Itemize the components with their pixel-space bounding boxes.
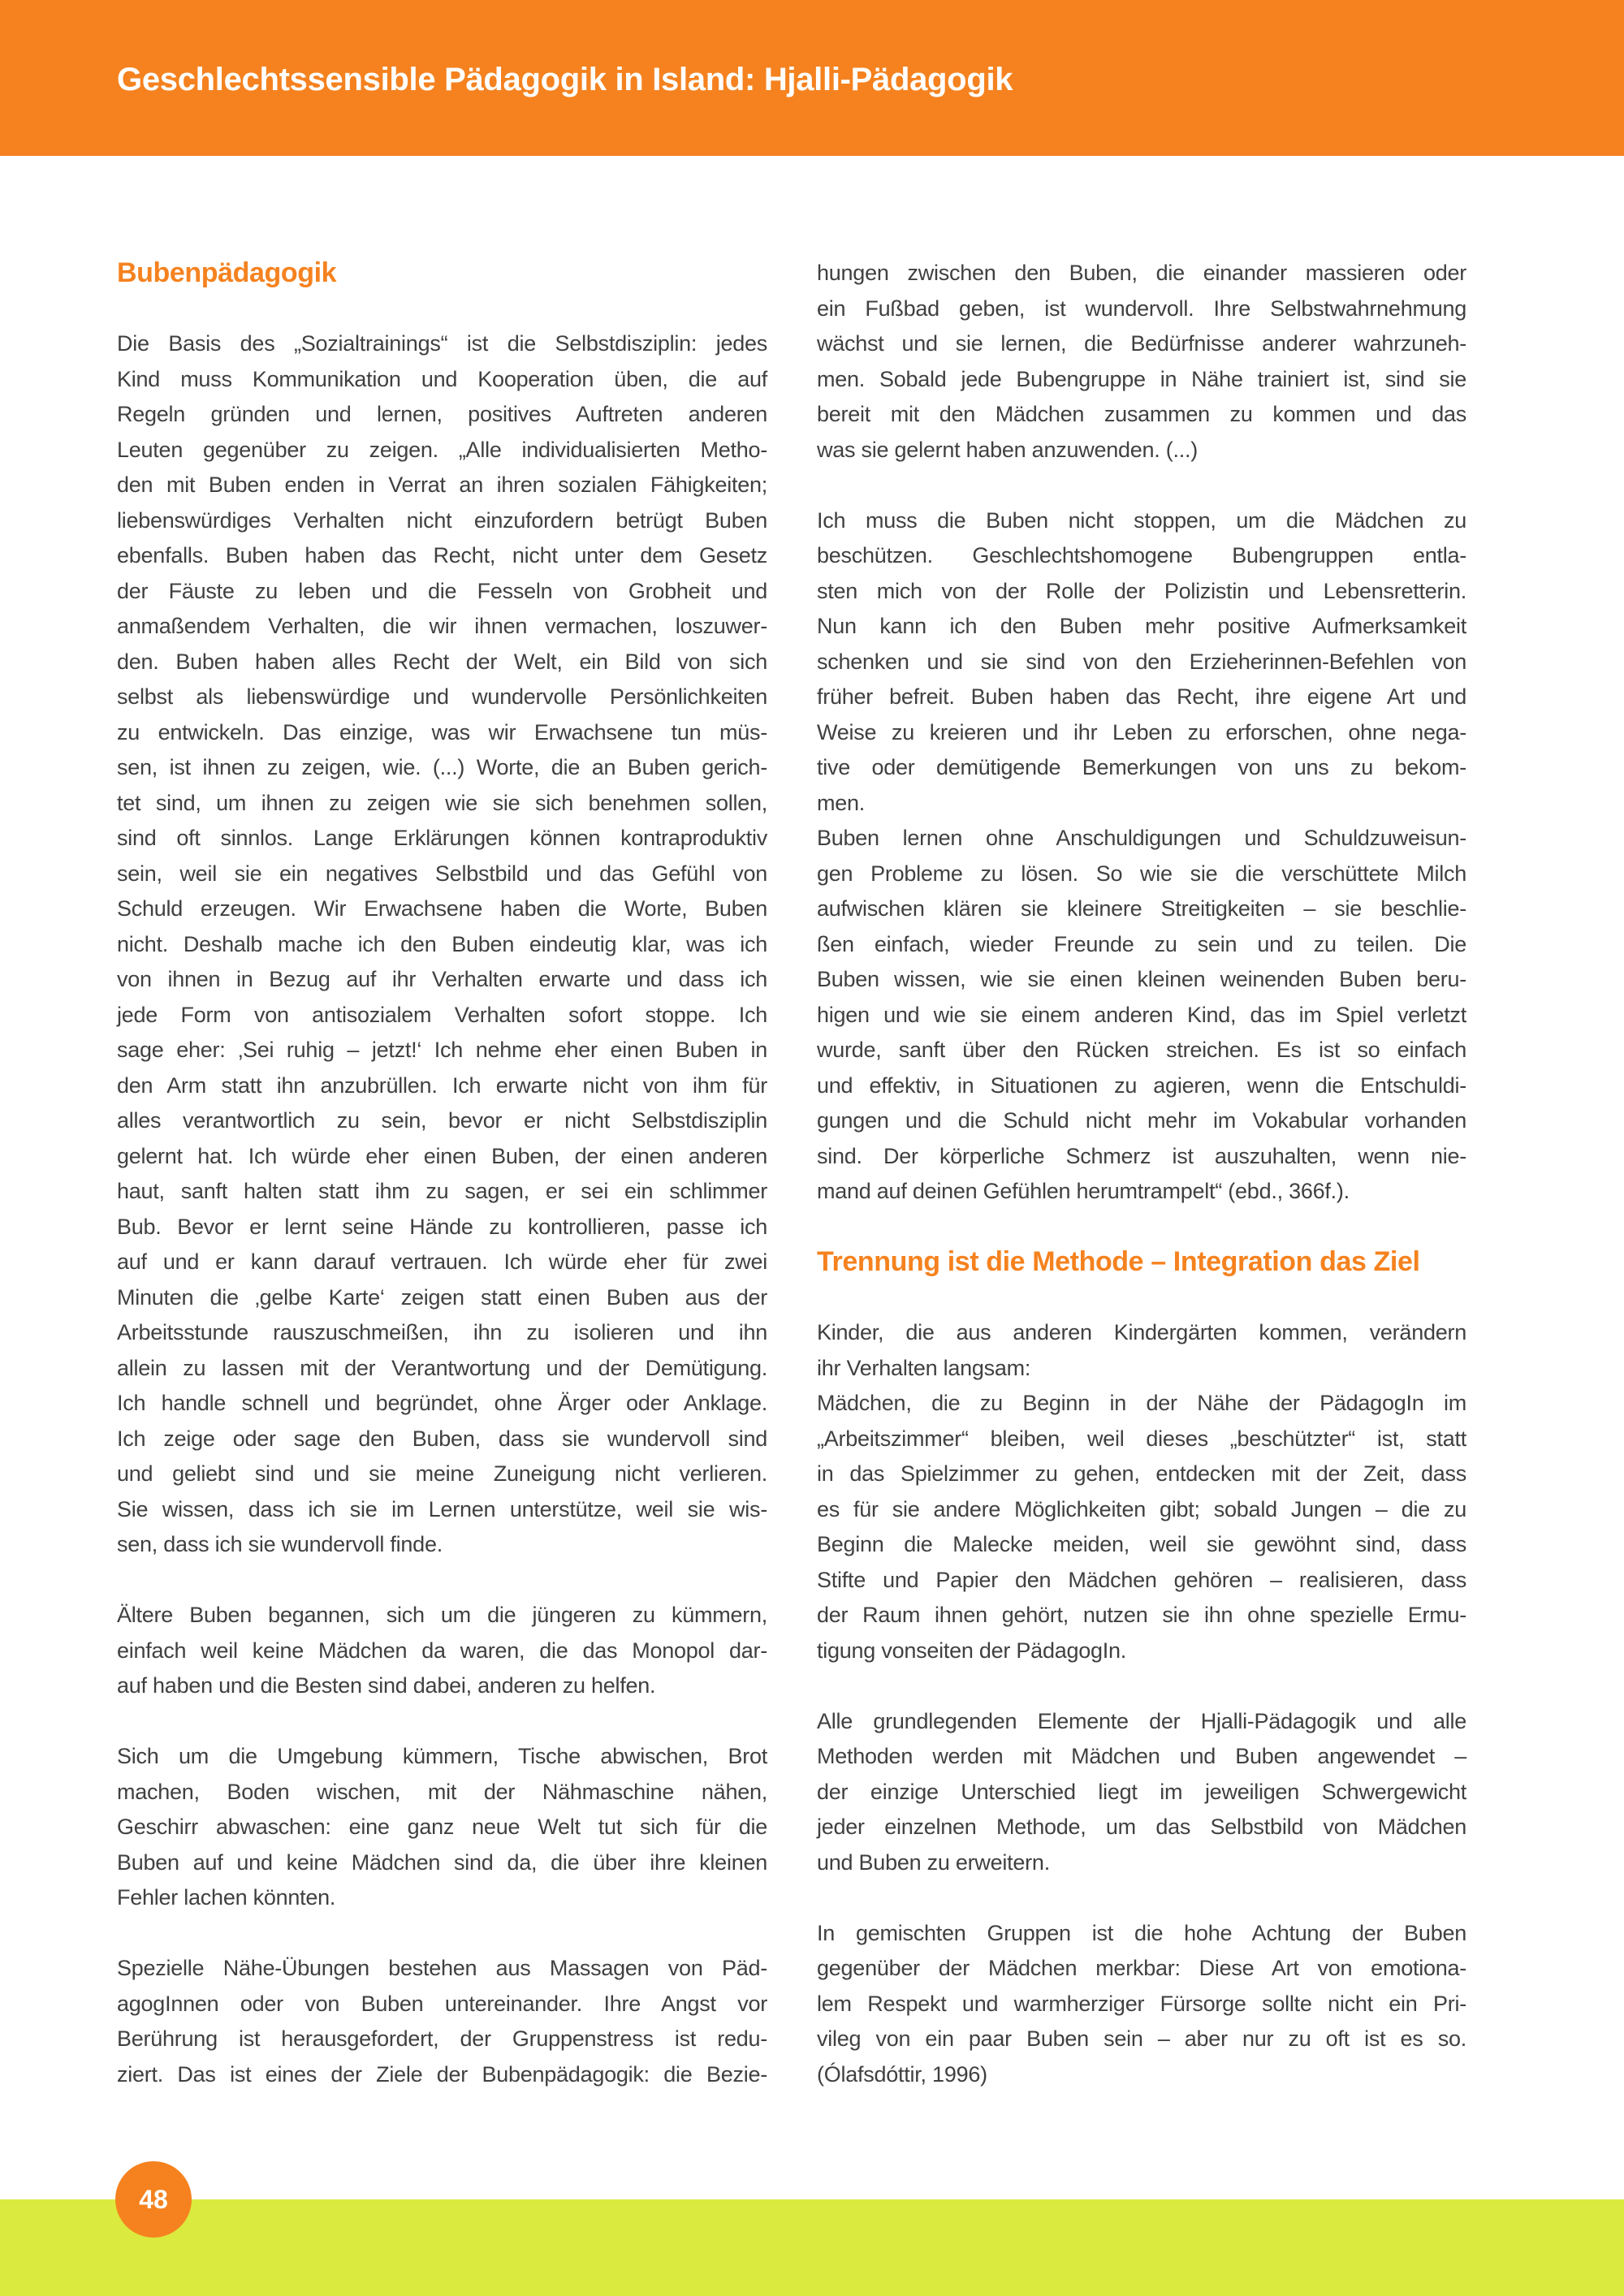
text-line: Spezielle Nähe-Übungen bestehen aus Massagen von Päd- xyxy=(117,1956,767,1980)
section-heading: Trennung ist die Methode – Integration das Ziel xyxy=(817,1246,1420,1277)
text-line: wächst und sie lernen, die Bedürfnisse anderer wahrzuneh- xyxy=(817,331,1466,356)
paragraph xyxy=(817,1916,1466,2093)
text-line: tet sind, um ihnen zu zeigen wie sie sich benehmen sollen, xyxy=(117,790,767,815)
text-line: hungen zwischen den Buben, die einander massieren oder xyxy=(817,261,1466,285)
text-line: gelernt hat. Ich würde eher einen Buben, der einen anderen xyxy=(117,1143,767,1168)
text-line: auf und er kann darauf vertrauen. Ich würde eher für zwei xyxy=(117,1249,767,1274)
text-line: der Fäuste zu leben und die Fesseln von Grobheit und xyxy=(117,578,767,603)
paragraph xyxy=(817,503,1466,822)
text-line: machen, Boden wischen, mit der Nähmaschine nähen, xyxy=(117,1779,767,1804)
text-line: jeder einzelnen Methode, um das Selbstbild von Mädchen xyxy=(817,1815,1466,1839)
text-line: ihr Verhalten langsam: xyxy=(817,1355,1031,1380)
header-bar xyxy=(0,0,1624,156)
text-line: agogInnen oder von Buben untereinander. Ihre Angst vor xyxy=(117,1991,767,2016)
text-line: Sie wissen, dass ich sie im Lernen unterstütze, weil sie wis- xyxy=(117,1496,767,1521)
text-line: Leuten gegenüber zu zeigen. „Alle individualisierten Metho- xyxy=(117,437,767,462)
text-line: in das Spielzimmer zu gehen, entdecken mit der Zeit, dass xyxy=(817,1461,1466,1486)
text-line: Kinder, die aus anderen Kindergärten kommen, verändern xyxy=(817,1320,1466,1344)
text-line: gen Probleme zu lösen. So wie sie die verschüttete Milch xyxy=(817,861,1466,886)
section-heading: Bubenpädagogik xyxy=(117,257,337,288)
page-number: 48 xyxy=(115,2161,192,2238)
text-line: Buben auf und keine Mädchen sind da, die über ihre kleinen xyxy=(117,1849,767,1875)
text-line: vileg von ein paar Buben sein – aber nur zu oft ist es so. xyxy=(817,2026,1466,2051)
paragraph xyxy=(817,1704,1466,1881)
paragraph xyxy=(817,821,1466,1210)
text-line: anmaßendem Verhalten, die wir ihnen vermachen, loszuwer- xyxy=(117,614,767,638)
paragraph xyxy=(817,1386,1466,1668)
text-line: Buben wissen, wie sie einen kleinen weinenden Buben beru- xyxy=(817,967,1466,991)
text-line: men. xyxy=(817,790,866,815)
paragraph xyxy=(117,1951,767,2092)
text-line: ebenfalls. Buben haben das Recht, nicht unter dem Gesetz xyxy=(117,543,767,568)
text-line: und geliebt sind und sie meine Zuneigung nicht verlieren. xyxy=(117,1461,767,1486)
text-line: ein Fußbad geben, ist wundervoll. Ihre Selbstwahrnehmung xyxy=(817,296,1466,321)
paragraph xyxy=(817,1315,1466,1386)
text-line: Mädchen, die zu Beginn in der Nähe der PädagogIn im xyxy=(817,1391,1466,1415)
text-line: einfach weil keine Mädchen da waren, die das Monopol dar- xyxy=(117,1638,767,1663)
text-line: und effektiv, in Situationen zu agieren, wenn die Entschuldi- xyxy=(817,1072,1466,1098)
left-column xyxy=(117,256,767,2092)
text-line: der einzige Unterschied liegt im jeweiligen Schwergewicht xyxy=(817,1779,1466,1804)
text-line: bereit mit den Mädchen zusammen zu kommen und das xyxy=(817,402,1466,426)
footer-bar xyxy=(0,2199,1624,2296)
text-line: Alle grundlegenden Elemente der Hjalli-Pädagogik und alle xyxy=(817,1708,1466,1733)
text-line: Ich handle schnell und begründet, ohne Ärger oder Anklage. xyxy=(117,1391,767,1415)
text-line: ßen einfach, wieder Freunde zu sein und zu teilen. Die xyxy=(817,931,1466,956)
paragraph xyxy=(117,1739,767,1916)
text-line: Regeln gründen und lernen, positives Auftreten anderen xyxy=(117,402,767,426)
paragraph xyxy=(817,256,1466,468)
right-column xyxy=(817,256,1466,2092)
text-line: lem Respekt und warmherziger Fürsorge sollte nicht ein Pri- xyxy=(817,1991,1466,2016)
text-line: haut, sanft halten statt ihm zu sagen, er sei ein schlimmer xyxy=(117,1179,767,1203)
text-line: Ich muss die Buben nicht stoppen, um die Mädchen zu xyxy=(817,507,1466,533)
text-line: tive oder demütigende Bemerkungen von uns zu bekom- xyxy=(817,755,1466,779)
text-line: „Arbeitszimmer“ bleiben, weil dieses „beschützter“ ist, statt xyxy=(817,1426,1466,1451)
text-line: (Ólafsdóttir, 1996) xyxy=(817,2061,987,2087)
text-line: Beginn die Malecke meiden, weil sie gewöhnt sind, dass xyxy=(817,1532,1466,1556)
paragraph xyxy=(117,326,767,1563)
text-line: sein, weil sie ein negatives Selbstbild und das Gefühl von xyxy=(117,861,767,886)
text-line: zu entwickeln. Das einzige, was wir Erwachsene tun müs- xyxy=(117,719,767,744)
text-line: Schuld erzeugen. Wir Erwachsene haben die Worte, Buben xyxy=(117,896,767,921)
text-line: Berührung ist herausgefordert, der Gruppenstress ist redu- xyxy=(117,2026,767,2051)
text-line: sen, dass ich sie wundervoll finde. xyxy=(117,1532,443,1556)
text-line: gungen und die Schuld nicht mehr im Vokabular vorhanden xyxy=(817,1108,1466,1133)
text-line: Weise zu kreieren und ihr Leben zu erforschen, ohne nega- xyxy=(817,719,1466,744)
text-line: und Buben zu erweitern. xyxy=(817,1849,1050,1875)
text-line: was sie gelernt haben anzuwenden. (...) xyxy=(817,437,1199,462)
text-line: jede Form von antisozialem Verhalten sofort stoppe. Ich xyxy=(117,1002,767,1027)
text-line: Geschirr abwaschen: eine ganz neue Welt tut sich für die xyxy=(117,1815,767,1839)
text-line: Arbeitsstunde rauszuschmeißen, ihn zu isolieren und ihn xyxy=(117,1320,767,1344)
text-line: selbst als liebenswürdige und wundervolle Persönlichkeiten xyxy=(117,684,767,709)
text-line: Stifte und Papier den Mädchen gehören – realisieren, dass xyxy=(817,1567,1466,1592)
text-line: Ältere Buben begannen, sich um die jüngeren zu kümmern, xyxy=(117,1603,767,1627)
text-line: Methoden werden mit Mädchen und Buben angewendet – xyxy=(817,1744,1466,1768)
text-line: es für sie andere Möglichkeiten gibt; sobald Jungen – die zu xyxy=(817,1496,1466,1521)
text-line: mand auf deinen Gefühlen herumtrampelt“ (ebd., 366f.). xyxy=(817,1179,1350,1203)
text-line: Die Basis des „Sozialtrainings“ ist die Selbstdisziplin: jedes xyxy=(117,331,767,356)
page-title: Geschlechtssensible Pädagogik in Island: Hjalli-Pädagogik xyxy=(117,62,1013,97)
text-line: alles verantwortlich zu sein, bevor er nicht Selbstdisziplin xyxy=(117,1108,767,1133)
text-line: sind. Der körperliche Schmerz ist auszuhalten, wenn nie- xyxy=(817,1143,1466,1168)
text-line: liebenswürdiges Verhalten nicht einzufordern betrügt Buben xyxy=(117,507,767,533)
text-line: sage eher: ‚Sei ruhig – jetzt!‘ Ich nehme eher einen Buben in xyxy=(117,1038,767,1062)
text-line: sen, ist ihnen zu zeigen, wie. (...) Worte, die an Buben gerich- xyxy=(117,755,767,779)
text-line: Bub. Bevor er lernt seine Hände zu kontrollieren, passe ich xyxy=(117,1214,767,1239)
text-line: der Raum ihnen gehört, nutzen sie ihn ohne spezielle Ermu- xyxy=(817,1603,1466,1627)
paragraph xyxy=(117,1598,767,1704)
text-line: Fehler lachen könnten. xyxy=(117,1885,336,1910)
text-line: sten mich von der Rolle der Polizistin und Lebensretterin. xyxy=(817,578,1466,603)
text-line: tigung vonseiten der PädagogIn. xyxy=(817,1638,1127,1663)
text-line: nicht. Deshalb mache ich den Buben eindeutig klar, was ich xyxy=(117,931,767,956)
text-line: In gemischten Gruppen ist die hohe Achtung der Buben xyxy=(817,1920,1466,1945)
text-line: gegenüber der Mädchen merkbar: Diese Art von emotiona- xyxy=(817,1956,1466,1980)
text-line: Minuten die ‚gelbe Karte‘ zeigen statt einen Buben aus der xyxy=(117,1284,767,1310)
text-line: schenken und sie sind von den Erzieherinnen-Befehlen von xyxy=(817,649,1466,674)
text-line: beschützen. Geschlechtshomogene Bubengruppen entla- xyxy=(817,543,1466,568)
text-line: men. Sobald jede Bubengruppe in Nähe trainiert ist, sind sie xyxy=(817,366,1466,391)
text-line: früher befreit. Buben haben das Recht, ihre eigene Art und xyxy=(817,684,1466,709)
text-line: den. Buben haben alles Recht der Welt, ein Bild von sich xyxy=(117,649,767,674)
text-line: Ich zeige oder sage den Buben, dass sie wundervoll sind xyxy=(117,1426,767,1451)
text-line: den Arm statt ihn anzubrüllen. Ich erwarte nicht von ihm für xyxy=(117,1072,767,1098)
text-line: higen und wie sie einem anderen Kind, das im Spiel verletzt xyxy=(817,1002,1466,1027)
text-line: sind oft sinnlos. Lange Erklärungen können kontraproduktiv xyxy=(117,826,767,850)
text-line: ziert. Das ist eines der Ziele der Bubenpädagogik: die Bezie- xyxy=(117,2061,767,2087)
text-line: Buben lernen ohne Anschuldigungen und Schuldzuweisun- xyxy=(817,826,1466,850)
text-line: wurde, sanft über den Rücken streichen. Es ist so einfach xyxy=(817,1038,1466,1062)
text-line: Sich um die Umgebung kümmern, Tische abwischen, Brot xyxy=(117,1744,767,1768)
text-line: den mit Buben enden in Verrat an ihren sozialen Fähigkeiten; xyxy=(117,473,767,497)
text-line: Kind muss Kommunikation und Kooperation üben, die auf xyxy=(117,366,767,391)
text-line: auf haben und die Besten sind dabei, anderen zu helfen. xyxy=(117,1673,656,1698)
text-line: allein zu lassen mit der Verantwortung und der Demütigung. xyxy=(117,1355,767,1380)
text-line: Nun kann ich den Buben mehr positive Aufmerksamkeit xyxy=(817,614,1466,638)
text-line: aufwischen klären sie kleinere Streitigkeiten – sie beschlie- xyxy=(817,896,1466,921)
text-line: von ihnen in Bezug auf ihr Verhalten erwarte und dass ich xyxy=(117,967,767,991)
